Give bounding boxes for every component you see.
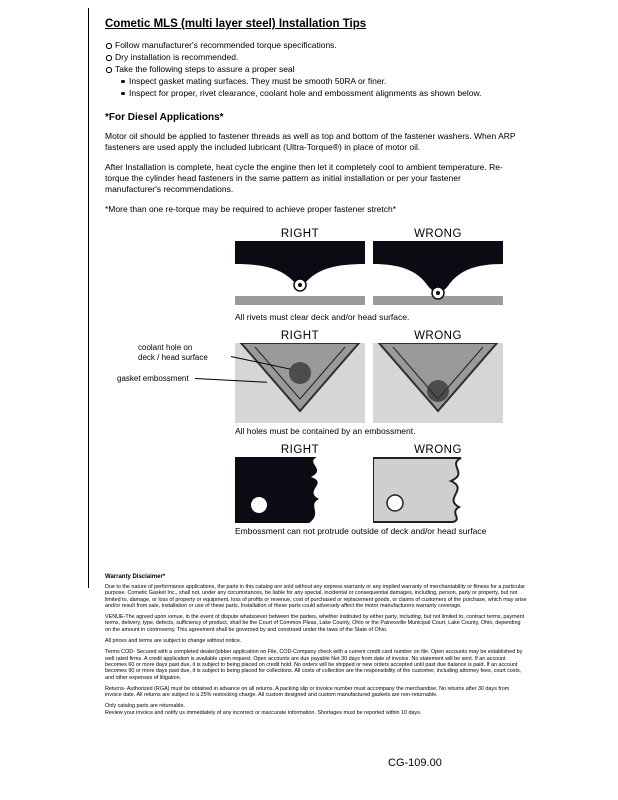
warranty-catalog-line: Only catalog parts are returnable. — [105, 703, 186, 710]
warranty-returns-paragraph: Returns- Authorized (RGA) must be obtained in advance on all returns. A packing slip or invoice number must accompany the merchandise. No returns after 30 days from invoice date. All returns are subject to a 25% restocking charge. All custom designed and custom manufactured gaskets are non-returnable. — [105, 685, 510, 699]
diagram-caption-holes: All holes must be contained by an embossment. — [235, 426, 416, 436]
diagram-caption-embossment: Embossment can not protrude outside of deck and/or head surface — [235, 526, 487, 536]
embossment-wrong-figure — [373, 457, 503, 523]
coolant-hole-callout-line2: deck / head surface — [138, 353, 208, 362]
sub-bullet-item: Inspect for proper, rivet clearance, coolant hole and embossment alignments as shown below. — [120, 87, 537, 99]
right-label: RIGHT — [280, 444, 320, 456]
wrong-label: WRONG — [414, 330, 462, 342]
coolant-hole-callout-line1: coolant hole on — [138, 343, 193, 352]
wrong-label: WRONG — [414, 228, 462, 240]
wrong-label: WRONG — [414, 444, 462, 456]
diesel-paragraph-oil: Motor oil should be applied to fastener threads as well as top and bottom of the fastener washers. When ARP fasteners are used apply the included lubricant (Ultra-Torque®) in place of motor oil. — [105, 131, 516, 152]
bullet-item: Dry installation is recommended. — [105, 51, 537, 63]
left-margin-rule — [88, 8, 89, 588]
warranty-prices-paragraph: All prices and terms are subject to change without notice. — [105, 638, 242, 645]
embossment-right-figure — [235, 457, 365, 523]
warranty-review-line: Review your invoice and notify us immediately of any incorrect or inaccurate information. Shortages must be reported within 10 days. — [105, 709, 422, 716]
page-title: Cometic MLS (multi layer steel) Installation Tips — [105, 18, 367, 30]
diagram-caption-rivets: All rivets must clear deck and/or head surface. — [235, 312, 410, 322]
sub-bullet-item: Inspect gasket mating surfaces. They must be smooth 50RA or finer. — [120, 75, 537, 87]
diagram-row-holes — [105, 330, 585, 437]
catalog-number: CG-109.00 — [388, 757, 442, 769]
rivet-clearance-wrong-figure — [373, 241, 503, 309]
coolant-hole-right-figure — [235, 343, 365, 423]
warranty-disclaimer — [105, 574, 527, 721]
retorque-note: *More than one re-torque may be required to achieve proper fastener stretch* — [105, 204, 397, 214]
gasket-embossment-callout: gasket embossment — [117, 374, 189, 383]
bullet-item: Take the following steps to assure a proper seal — [105, 63, 537, 75]
warranty-heading: Warranty Disclaimer* — [105, 574, 166, 580]
diagram-row-embossment — [105, 444, 585, 537]
diesel-paragraph-retorque: After Installation is complete, heat cycle the engine then let it completely cool to ambient temperature. Re-torque the cylinder head fasteners in the same pattern as initial installation or per your fastener manufacturer's recommendations. — [105, 162, 503, 194]
coolant-hole-wrong-figure — [373, 343, 503, 423]
coolant-hole-callout — [138, 343, 233, 363]
diagram-section — [105, 228, 585, 544]
installation-tips-section — [105, 18, 537, 215]
right-label: RIGHT — [280, 330, 320, 342]
diesel-applications-heading: *For Diesel Applications* — [105, 112, 224, 123]
warranty-liability-paragraph: Due to the nature of performance applications, the parts in this catalog are sold without any express warranty or any implied warranty of merchantability or fitness for a particular purpose. Cometic Gasket Inc., shall not, under any circumstances, be liable for any special, incidental or consequential damages, including, person, party or property, but not limited to, damage, or loss of property or equipment, loss of profits or revenue, cost of purchased or replacement goods, or claims of customers of the purchase, which may arise and/or result from sale, installation or use of these parts. Installation of these parts could adversely affect the motor manufacturers warranty coverage. — [105, 584, 527, 609]
rivet-clearance-right-figure — [235, 241, 365, 309]
bullet-item: Follow manufacturer's recommended torque specifications. — [105, 39, 537, 51]
diagram-row-rivets — [105, 228, 585, 323]
warranty-terms-paragraph: Terms COD- Secured with a completed dealer/jobber application on File, COD-Company check with a current credit card number on file. Open accounts may be established by well rated firms. A credit application is available upon request. Open accounts are due payable Net 30 days from date of invoice. No statement will be sent. If an account becomes 60 or more days past due, it is subject to being placed on credit hold. No orders will be shipped or new orders accepted until past due balance is paid. If an account becomes 90 or more days past due, it is subject to being placed for collections. All costs of collection are the responsibility of the customer, including attorney fees, court costs, and other expenses of litigation. — [105, 649, 523, 681]
right-label: RIGHT — [280, 228, 320, 240]
warranty-venue-paragraph: VENUE-The agreed upon venue, in the event of dispute whatsoever between the parties, whether instituted by either party, including, but not limited to, contract terms, payment terms, delivery, type, defects, sufficiency of product, shall be the Court of Common Pleas, Lake County, Ohio or the Painesville Municipal Court, Lake County, Ohio, depending on the amount in controversy. This agreement shall be governed by and construed under the laws of the State of Ohio. — [105, 614, 525, 633]
